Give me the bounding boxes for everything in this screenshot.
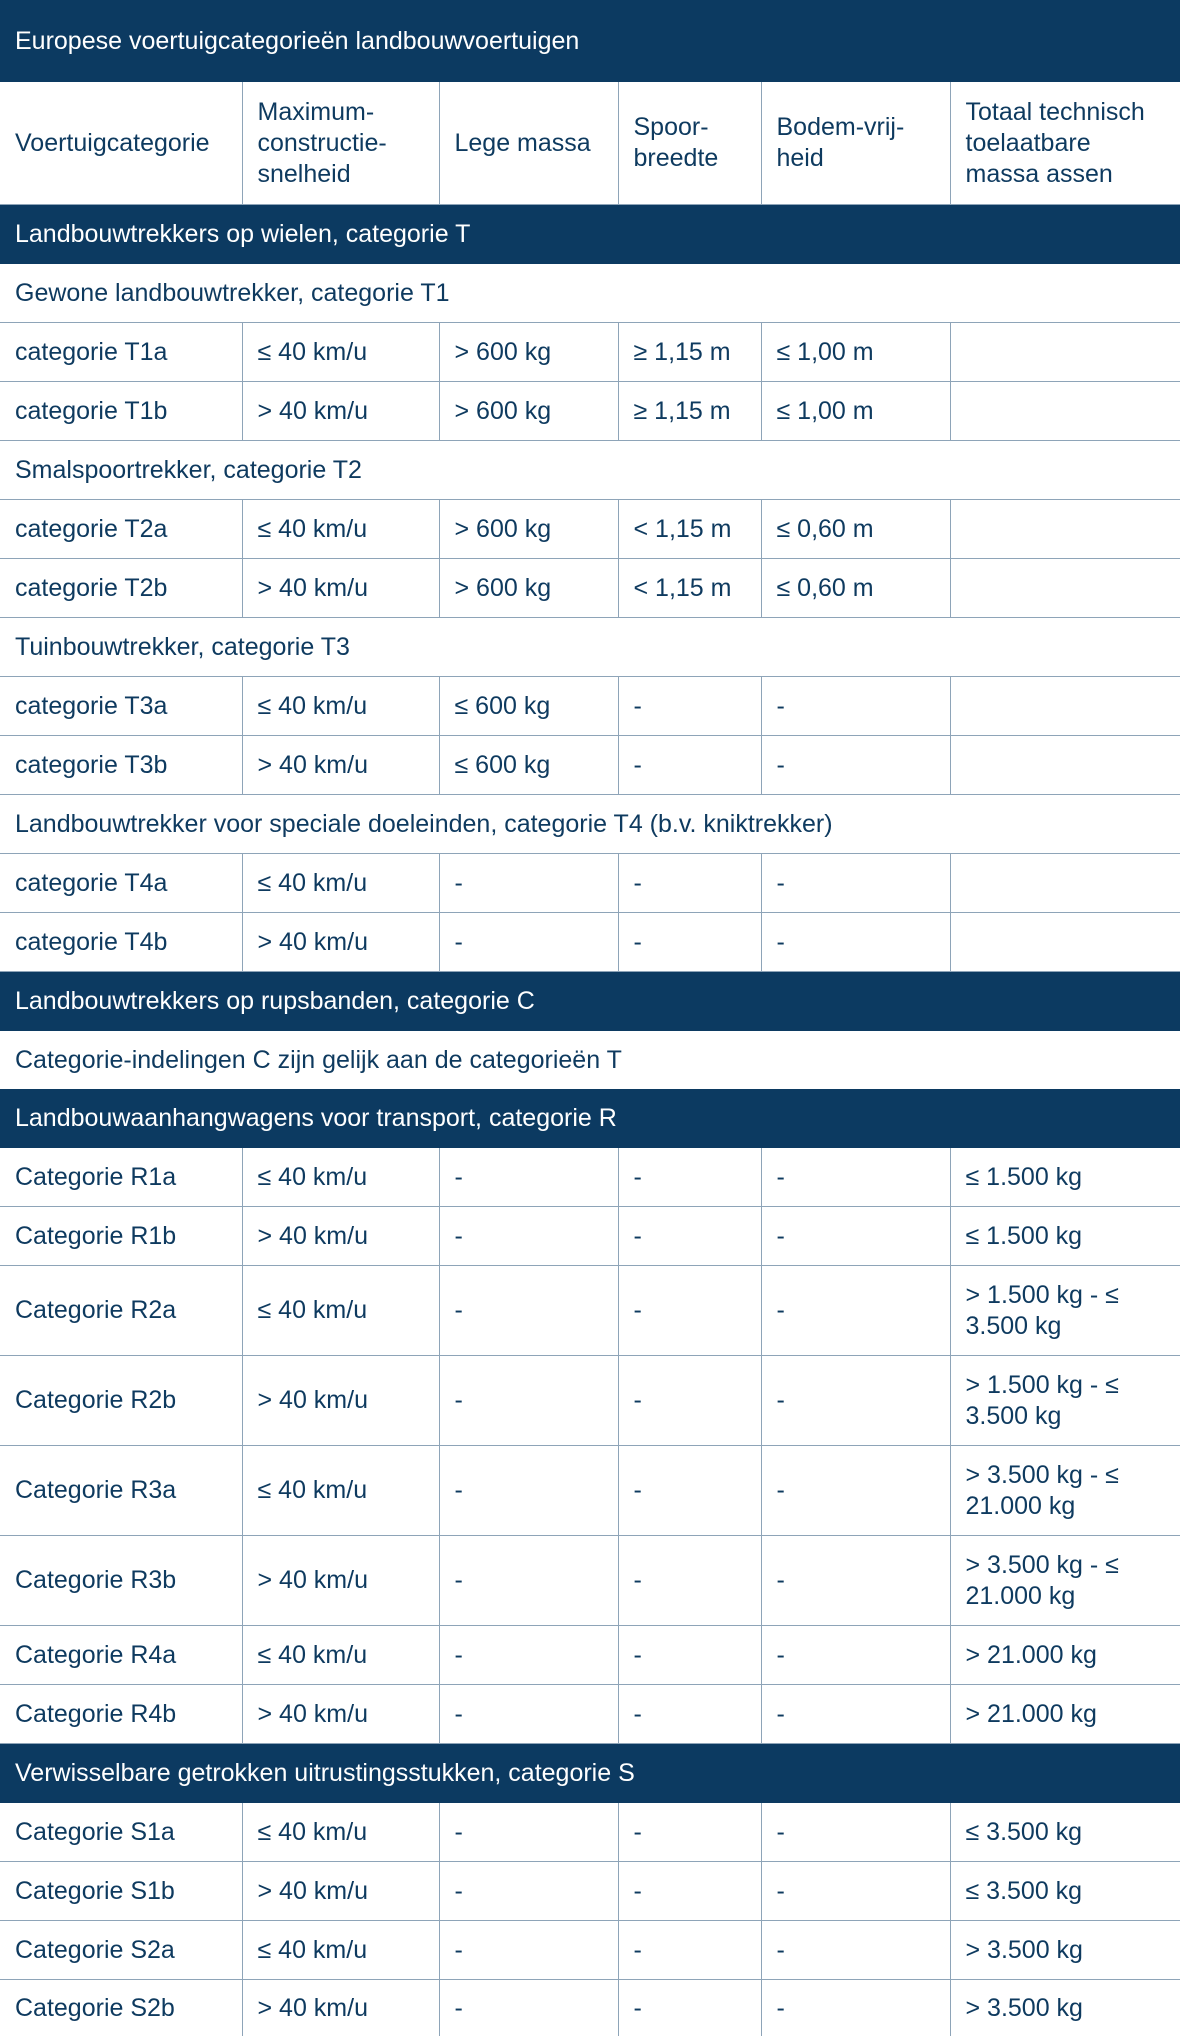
table-row — [0, 500, 1180, 559]
table-cell: ≤ 40 km/u — [242, 500, 439, 559]
table-cell: > 600 kg — [439, 323, 618, 382]
table-cell: - — [761, 854, 950, 913]
table-cell: - — [618, 1862, 761, 1921]
section-title: Landbouwtrekkers op wielen, categorie T — [0, 205, 1180, 265]
table-cell: Categorie R2b — [0, 1356, 242, 1446]
table-cell — [950, 382, 1180, 441]
table-cell: ≤ 40 km/u — [242, 1446, 439, 1536]
table-cell: - — [761, 677, 950, 736]
table-cell: > 40 km/u — [242, 1207, 439, 1266]
table-cell: - — [618, 1207, 761, 1266]
table-cell: - — [439, 1446, 618, 1536]
table-cell: - — [761, 1446, 950, 1536]
subsection-header-row — [0, 441, 1180, 500]
section-header-row — [0, 205, 1180, 265]
table-cell: > 40 km/u — [242, 913, 439, 972]
note-row — [0, 1031, 1180, 1089]
table-cell: - — [439, 1921, 618, 1980]
subsection-header-row — [0, 264, 1180, 323]
table-cell: - — [618, 1446, 761, 1536]
table-cell: ≤ 40 km/u — [242, 1921, 439, 1980]
table-cell: < 1,15 m — [618, 500, 761, 559]
note-text: Categorie-indelingen C zijn gelijk aan de categorieën T — [15, 1045, 622, 1074]
section-header-row — [0, 1089, 1180, 1148]
table-cell: Categorie R4b — [0, 1685, 242, 1744]
table-cell: Categorie R4a — [0, 1626, 242, 1685]
table-row — [0, 1446, 1180, 1536]
table-cell: > 21.000 kg — [950, 1626, 1180, 1685]
table-cell: ≤ 1,00 m — [761, 382, 950, 441]
table-cell — [950, 559, 1180, 618]
table-cell: > 600 kg — [439, 500, 618, 559]
table-cell: categorie T3a — [0, 677, 242, 736]
table-cell — [950, 913, 1180, 972]
table-row — [0, 1862, 1180, 1921]
table-row — [0, 1980, 1180, 2037]
table-cell: - — [761, 1148, 950, 1207]
table-cell: ≤ 40 km/u — [242, 1626, 439, 1685]
table-title-row — [0, 0, 1180, 82]
table-cell: - — [439, 1626, 618, 1685]
table-cell: categorie T2a — [0, 500, 242, 559]
table-cell: categorie T4a — [0, 854, 242, 913]
table-cell: - — [761, 1207, 950, 1266]
table-cell: - — [761, 1685, 950, 1744]
table-cell: ≤ 40 km/u — [242, 1803, 439, 1862]
table-row — [0, 1356, 1180, 1446]
subsection-title: Tuinbouwtrekker, categorie T3 — [0, 618, 1180, 677]
table-cell: categorie T1a — [0, 323, 242, 382]
table-cell: - — [761, 736, 950, 795]
table-title: Europese voertuigcategorieën landbouwvoertuigen — [0, 0, 1180, 82]
table-cell: ≤ 600 kg — [439, 736, 618, 795]
table-cell: ≤ 0,60 m — [761, 559, 950, 618]
table-cell — [950, 854, 1180, 913]
table-cell: - — [439, 1356, 618, 1446]
table-cell: > 40 km/u — [242, 1685, 439, 1744]
table-cell: Categorie R1a — [0, 1148, 242, 1207]
table-cell: categorie T1b — [0, 382, 242, 441]
table-cell: - — [618, 1921, 761, 1980]
table-cell: - — [618, 854, 761, 913]
table-cell: > 600 kg — [439, 382, 618, 441]
table-cell: - — [761, 913, 950, 972]
table-cell: > 40 km/u — [242, 1356, 439, 1446]
table-cell: ≤ 40 km/u — [242, 854, 439, 913]
table-cell: > 40 km/u — [242, 736, 439, 795]
table-row — [0, 677, 1180, 736]
table-cell: - — [618, 736, 761, 795]
table-cell: - — [618, 1536, 761, 1626]
table-cell: > 21.000 kg — [950, 1685, 1180, 1744]
table-cell: - — [439, 1148, 618, 1207]
table-cell: - — [439, 1980, 618, 2037]
table-row — [0, 1685, 1180, 1744]
column-header: Lege massa — [439, 82, 618, 205]
table-row — [0, 736, 1180, 795]
column-header: Spoor- breedte — [618, 82, 761, 205]
table-cell: - — [439, 1207, 618, 1266]
column-header: Voertuigcategorie — [0, 82, 242, 205]
table-row — [0, 854, 1180, 913]
section-title: Verwisselbare getrokken uitrustingsstukken, categorie S — [0, 1744, 1180, 1804]
table-cell: - — [761, 1536, 950, 1626]
subsection-header-row — [0, 618, 1180, 677]
table-row — [0, 1626, 1180, 1685]
table-cell: categorie T4b — [0, 913, 242, 972]
column-header-row — [0, 82, 1180, 205]
table-cell: ≤ 1,00 m — [761, 323, 950, 382]
column-header: Totaal technisch toelaatbare massa assen — [950, 82, 1180, 205]
table-cell: - — [761, 1626, 950, 1685]
table-cell: > 1.500 kg - ≤ 3.500 kg — [950, 1356, 1180, 1446]
subsection-title: Landbouwtrekker voor speciale doeleinden, categorie T4 (b.v. kniktrekker) — [0, 795, 1180, 854]
table-cell: - — [761, 1356, 950, 1446]
table-cell: ≤ 40 km/u — [242, 677, 439, 736]
table-cell: - — [618, 1148, 761, 1207]
table-cell: - — [439, 854, 618, 913]
table-cell: ≤ 1.500 kg — [950, 1148, 1180, 1207]
table-row — [0, 913, 1180, 972]
table-cell — [950, 323, 1180, 382]
table-cell: Categorie R2a — [0, 1266, 242, 1356]
table-row — [0, 382, 1180, 441]
table-cell: - — [761, 1266, 950, 1356]
table-cell: > 1.500 kg - ≤ 3.500 kg — [950, 1266, 1180, 1356]
table-cell: ≤ 40 km/u — [242, 1148, 439, 1207]
section-title: Landbouwaanhangwagens voor transport, categorie R — [0, 1089, 1180, 1148]
table-cell: Categorie S2b — [15, 1993, 175, 2022]
table-cell: Categorie R1b — [0, 1207, 242, 1266]
table-cell: - — [439, 1803, 618, 1862]
table-cell: ≤ 1.500 kg — [950, 1207, 1180, 1266]
table-cell: > 3.500 kg - ≤ 21.000 kg — [950, 1536, 1180, 1626]
table-cell: - — [439, 1536, 618, 1626]
section-header-row — [0, 1744, 1180, 1804]
table-cell: > 3.500 kg — [950, 1921, 1180, 1980]
table-cell: - — [439, 1685, 618, 1744]
table-row — [0, 559, 1180, 618]
table-cell: - — [761, 1921, 950, 1980]
table-cell: ≤ 0,60 m — [761, 500, 950, 559]
table-cell: - — [618, 1356, 761, 1446]
table-cell: - — [618, 1803, 761, 1862]
table-cell: ≤ 600 kg — [439, 677, 618, 736]
table-cell: categorie T3b — [0, 736, 242, 795]
table-cell: > 40 km/u — [242, 1536, 439, 1626]
table-cell: > 3.500 kg — [950, 1980, 1180, 2037]
table-cell: categorie T2b — [0, 559, 242, 618]
table-cell — [950, 736, 1180, 795]
table-cell: > 40 km/u — [242, 1862, 439, 1921]
table-cell: - — [439, 1862, 618, 1921]
table-row — [0, 1148, 1180, 1207]
table-cell: > 3.500 kg - ≤ 21.000 kg — [950, 1446, 1180, 1536]
table-cell: - — [618, 1685, 761, 1744]
table-cell: ≥ 1,15 m — [618, 323, 761, 382]
table-cell: < 1,15 m — [618, 559, 761, 618]
table-row — [0, 1803, 1180, 1862]
table-cell: Categorie S2a — [0, 1921, 242, 1980]
table-cell: > 40 km/u — [242, 382, 439, 441]
table-row — [0, 323, 1180, 382]
subsection-header-row — [0, 795, 1180, 854]
table-cell: ≤ 40 km/u — [242, 323, 439, 382]
table-cell: - — [761, 1803, 950, 1862]
column-header: Maximum- constructie- snelheid — [242, 82, 439, 205]
table-body — [0, 205, 1180, 2037]
subsection-title: Smalspoortrekker, categorie T2 — [0, 441, 1180, 500]
table-cell: > 40 km/u — [242, 1980, 439, 2037]
table-cell: - — [761, 1862, 950, 1921]
subsection-title: Gewone landbouwtrekker, categorie T1 — [0, 264, 1180, 323]
table-cell — [950, 677, 1180, 736]
table-cell: ≤ 3.500 kg — [950, 1862, 1180, 1921]
table-cell: - — [618, 1266, 761, 1356]
table-cell: - — [618, 1626, 761, 1685]
table-cell: - — [618, 677, 761, 736]
table-cell: > 40 km/u — [242, 559, 439, 618]
table-cell: Categorie S1a — [0, 1803, 242, 1862]
table-cell: - — [439, 1266, 618, 1356]
table-cell: ≤ 3.500 kg — [950, 1803, 1180, 1862]
table-cell: Categorie R3b — [0, 1536, 242, 1626]
table-row — [0, 1921, 1180, 1980]
table-cell: Categorie R3a — [0, 1446, 242, 1536]
table-cell: ≥ 1,15 m — [618, 382, 761, 441]
table-row — [0, 1536, 1180, 1626]
table-cell: ≤ 40 km/u — [242, 1266, 439, 1356]
table-row — [0, 1266, 1180, 1356]
table-cell: Categorie S1b — [0, 1862, 242, 1921]
table-cell: - — [439, 913, 618, 972]
table-cell — [950, 500, 1180, 559]
table-cell: - — [761, 1980, 950, 2037]
table-cell: - — [618, 913, 761, 972]
table-row — [0, 1207, 1180, 1266]
section-header-row — [0, 972, 1180, 1032]
column-header: Bodem-vrij- heid — [761, 82, 950, 205]
section-title: Landbouwtrekkers op rupsbanden, categorie C — [0, 972, 1180, 1032]
table-cell: - — [618, 1980, 761, 2037]
table-cell: > 600 kg — [439, 559, 618, 618]
